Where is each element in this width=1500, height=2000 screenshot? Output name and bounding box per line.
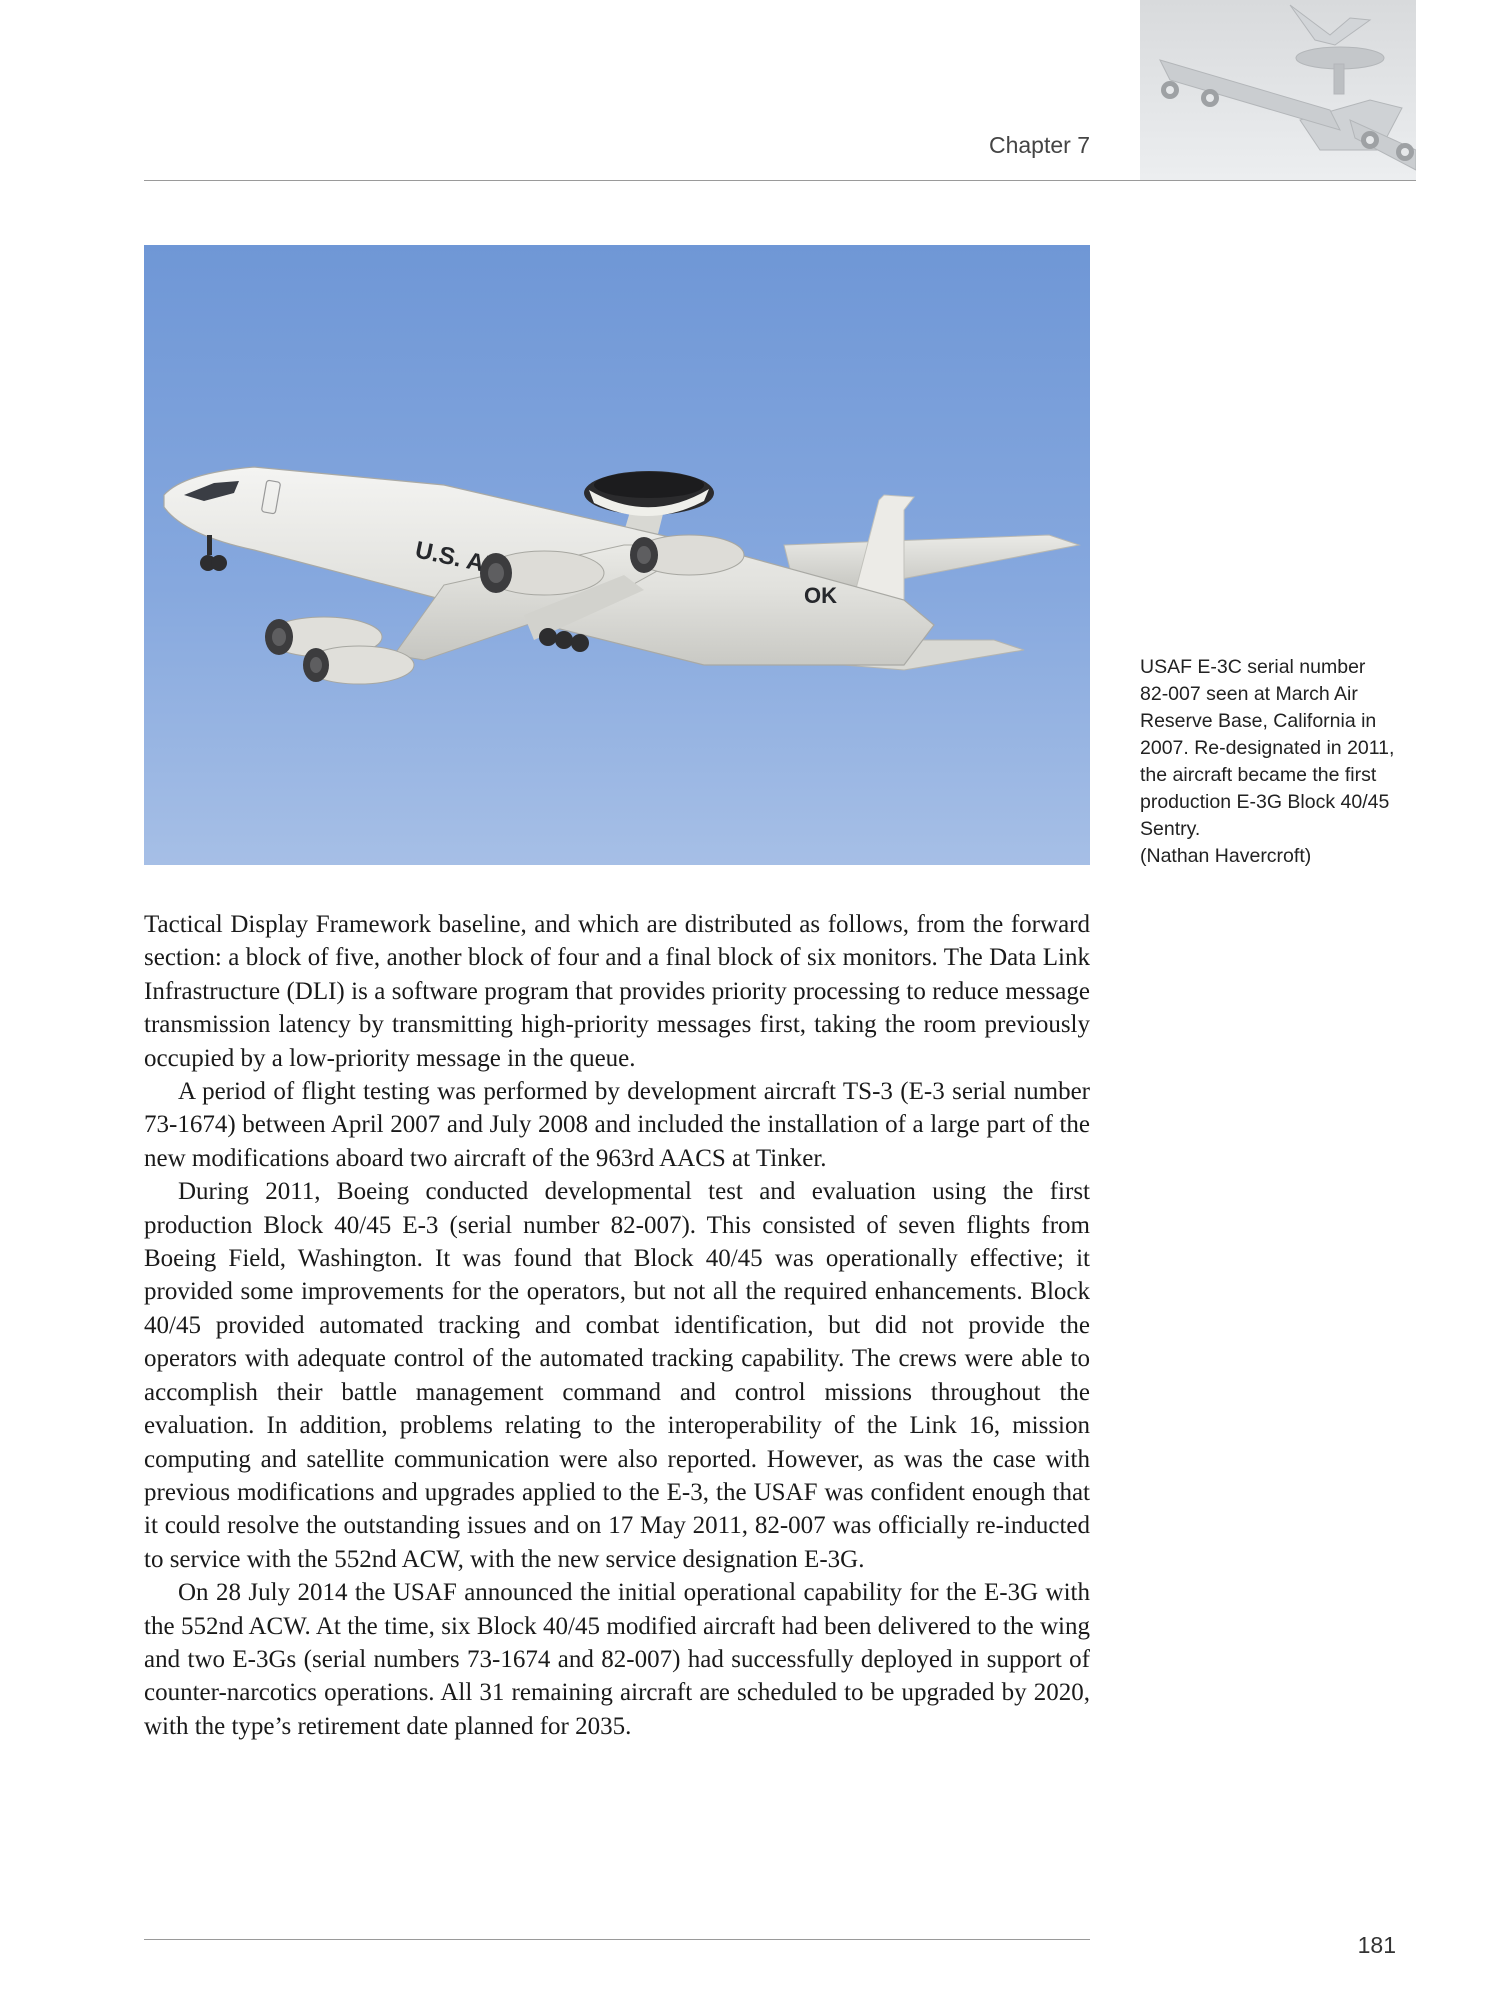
caption-line: the aircraft became the first [1140,764,1377,786]
fuselage-lettering: U.S. [412,536,465,573]
caption-line: Sentry. [1140,818,1201,840]
caption-line: USAF E-3C serial number [1140,656,1366,678]
e3-sentry-aircraft-photo [144,245,1090,865]
body-paragraph: A period of flight testing was performed by development aircraft TS-3 (E-3 serial number 73-1674) between April 2007 and July 2008 and included the installation of a large part of the new modifications aboard two aircraft of the 963rd AACS at Tinker. [144,1078,1090,1172]
tail-code: OK [804,583,837,608]
chapter-label: Chapter 7 [988,132,1090,158]
page-number: 181 [1357,1932,1396,1958]
awacs-aircraft-thumbnail [1140,0,1416,180]
body-paragraph: Tactical Display Framework baseline, and which are distributed as follows, from the forward section: a block of five, another block of four and a final block of six monitors. The Data Link Infrastructure (DLI) is a software program that provides priority processing to reduce message transmission latency by transmitting high-priority messages first, taking the room previously occupied by a low-priority message in the queue. [144,911,1090,1072]
body-paragraph: On 28 July 2014 the USAF announced the initial operational capability for the E-3G with the 552nd ACW. At the time, six Block 40/45 modified aircraft had been delivered to the wing and two E-3Gs (serial numbers 73-1674 and 82-007) had successfully deployed in support of counter-narcotics operations. All 31 remaining aircraft are scheduled to be upgraded by 2020, with the type’s retirement date planned for 2035. [144,1579,1090,1740]
caption-line: 2007. Re-designated in 2011, [1140,737,1395,759]
caption-line: production E-3G Block 40/45 [1140,791,1390,813]
caption-line: 82-007 seen at March Air [1140,683,1358,705]
caption-credit: (Nathan Havercroft) [1140,845,1312,867]
footer-divider [144,1939,1090,1940]
body-text [144,908,1090,1743]
caption-line: Reserve Base, California in [1140,710,1377,732]
figure-caption [1140,654,1395,870]
body-paragraph: During 2011, Boeing conducted developmental test and evaluation using the first production Block 40/45 E-3 (serial number 82-007). This consisted of seven flights from Boeing Field, Washington. It was found that Block 40/45 was operationally effective; it provided some improvements for the operators, but not all the required enhancements. Block 40/45 provided automated tracking and combat identification, but did not provide the operators with adequate control of the automated tracking capability. The crews were able to accomplish their battle management command and control missions throughout the evaluation. In addition, problems relating to the interoperability of the Link 16, mission computing and satellite communication were also reported. However, as was the case with previous modifications and upgrades applied to the E-3, the USAF was confident enough that it could resolve the outstanding issues and on 17 May 2011, 82-007 was officially re-inducted to service with the 552nd ACW, with the new service designation E-3G. [144,1178,1090,1573]
header-divider [144,180,1416,181]
